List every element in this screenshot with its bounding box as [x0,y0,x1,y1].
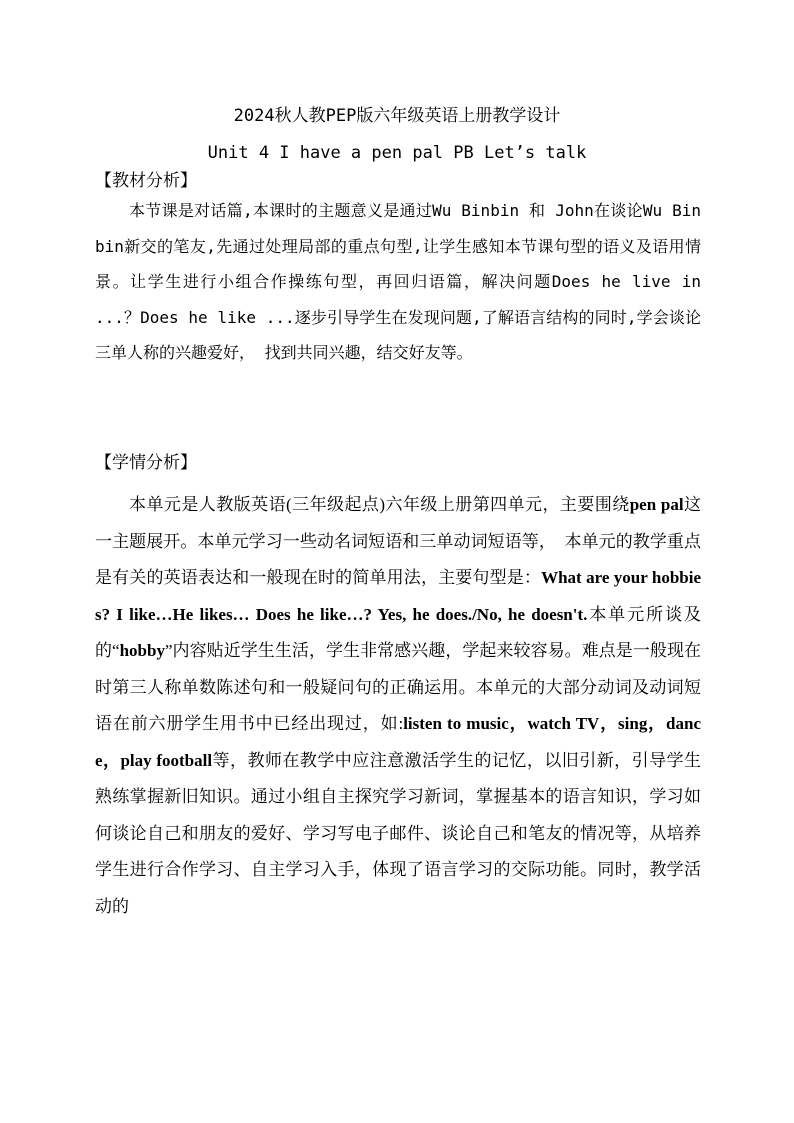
section-heading-textbook-analysis: 【教材分析】 [95,171,197,191]
section-heading-learner-analysis: 【学情分析】 [95,453,197,473]
document-title: 2024秋人教PEP版六年级英语上册教学设计 [233,106,561,126]
example-phrases: listen to music，watch TV，sing，dance，play football [95,714,701,770]
body-text: 等，教师在教学中应注意激活学生的记忆，以旧引新，引导学生熟练掌握新旧知识。通过小组自主探究学习新词，掌握基本的语言知识，学习如何谈论自己和朋友的爱好、学习写电子邮件、谈论自己和笔友的情况等，从培养学生进行合作学习、自主学习入手，体现了语言学习的交际功能。同时，教学活动的 [95,750,702,916]
body-text: 本单元是人教版英语(三年级起点)六年级上册第四单元，主要围绕 [129,495,630,514]
body-text: 本单元所谈及的“ [95,604,702,660]
body-text: ”内容贴近学生生活，学生非常感兴趣，学起来较容易。难点是一般现在时第三人称单数陈述句和一般疑问句的正确运用。本单元的大部分动词及动词短语在前六册学生用书中已经出现过，如: [95,641,701,733]
body-text: 这一主题展开。本单元学习一些动名词短语和三单动词短语等， 本单元的教学重点是有关的英语表达和一般现在时的简单用法，主要句型是： [95,495,702,587]
pen-pal-term: pen pal [629,495,684,514]
sentence-patterns: What are your hobbies? I like…He likes… Does he like…? Yes, he does./No, he doesn't. [95,568,702,624]
hobby-term: hobby [119,641,165,660]
section-body-textbook-analysis: 本节课是对话篇,本课时的主题意义是通过Wu Binbin 和 John在谈论Wu Binbin新交的笔友,先通过处理局部的重点句型,让学生感知本节课句型的语义及语用情景。让学生进行小组合作操练句型，再回归语篇，解决问题Does he live in ...？Does he like ...逐步引导学生在发现问题,了解语言结构的同时,学会谈论三单人称的兴趣爱好， 找到共同兴趣，结交好友等。 [95,201,701,362]
document-subtitle: Unit 4 I have a pen pal PB Let’s talk [207,143,587,163]
section-body-learner-analysis [95,487,701,925]
